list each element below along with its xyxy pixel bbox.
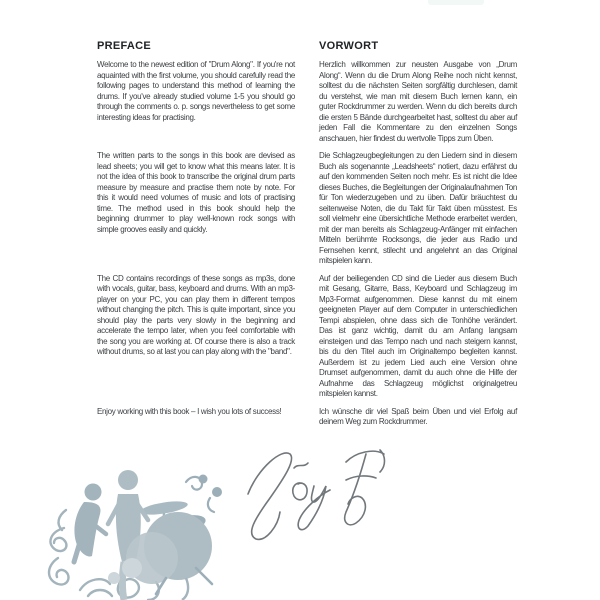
preface-heading: PREFACE (97, 40, 152, 52)
grunge-illustration (36, 450, 226, 600)
preface-paragraph-3: The CD contains recordings of these songs as mp3s, done with vocals, guitar, bass, keyboard and drums. With an mp3-player on your PC, you can play them in different tempos without changing the pitch. This is quite important, since you should play the parts very slowly in the beginning and accelerate the tempo later, when you feel comfortable with the song you are working at. Of course there is also a track without drums, so at last you can play along with the "band". (97, 273, 295, 356)
vorwort-closing-line: Ich wünsche dir viel Spaß beim Üben und viel Erfolg auf deinem Weg zum Rockdrummer. (319, 406, 517, 426)
curl-flourishes (186, 475, 222, 513)
preface-paragraph-1: Welcome to the newest edition of "Drum Along". If you're not aquainted with the first volume, you should carefully read the following pages to understand this method of learning the drums. If you've already studied volume 1-5 you should go through the comments o. p. songs nevertheless to get some interesting ideas for practising. (97, 60, 295, 122)
preface-paragraph-2: The written parts to the songs in this book are devised as lead sheets; you will get to know what this means later. It is not the idea of this book to transcribe the original drum parts measure by measure and practise them note by note. For this it would need volumes of music and lots of practising time. The method used in this book should help the beginning drummer to play well-known rock songs with simple grooves easily and quickly. (97, 151, 295, 234)
vorwort-paragraph-3: Auf der beiliegenden CD sind die Lieder aus diesem Buch mit Gesang, Gitarre, Bass, Keyboard und Schlagzeug im Mp3-Format aufgenommen. Diese kannst du mit einem geeigneten Player auf dem Computer in unterschiedlichen Tempi abspielen, ohne dass sich die Tonhöhe verändert. Das ist ganz wichtig, damit du am Anfang langsam einsteigen und das Tempo nach und nach steigern kannst, bis du den Titel auch im Originaltempo begleiten kannst. Außerdem ist zu jedem Lied auch eine Version ohne Drumset aufgenommen, damit du auch ohne die Hilfe der Aufnahme das Schlagzeug möglichst originalgetreu mitspielen kannst. (319, 273, 517, 398)
vorwort-paragraph-2: Die Schlagzeugbegleitungen zu den Liedern sind in diesem Buch als sogenannte „Leadsheets“ notiert, dazu erfährst du auf den kommenden Seiten noch mehr. Es ist nicht die Idee dieses Buches, die Begleitungen der Originalaufnahmen Ton für Ton wiederzugeben und zu üben. Dafür bräuchtest du seitenweise Noten, die du Takt für Takt üben müsstest. Es soll vielmehr eine übersichtliche Methode erarbeitet werden, mit der man bereits als Schlagzeug-Anfänger mit einfachen Mitteln berühmte Rocksongs, die jeder aus Radio und Fernsehen kennt, stilecht und angelehnt an das Original mitspielen kann. (319, 151, 517, 265)
preface-closing-line: Enjoy working with this book – I wish you lots of success! (97, 406, 282, 416)
vorwort-paragraph-1: Herzlich willkommen zur neusten Ausgabe von „Drum Along“. Wenn du die Drum Along Reihe noch nicht kennst, solltest du die nächsten Seiten sorgfältig durchlesen, damit du verstehst, wie man mit diesem Buch lernen kann, ein guter Rockdrummer zu werden. Wenn du dich bereits durch die ersten 5 Bände durchgearbeitet hast, solltest du aber auf jeden Fall die Kommentare zu den einzelnen Songs anschauen, hier findest du wertvolle Tipps zum Üben. (319, 60, 517, 143)
vorwort-heading: VORWORT (319, 40, 379, 52)
two-column-text (97, 40, 517, 428)
signature-strokes (248, 450, 385, 539)
scan-artifact (428, 0, 484, 5)
figure-silhouette-left (74, 484, 106, 563)
signature-graphic (238, 442, 403, 562)
